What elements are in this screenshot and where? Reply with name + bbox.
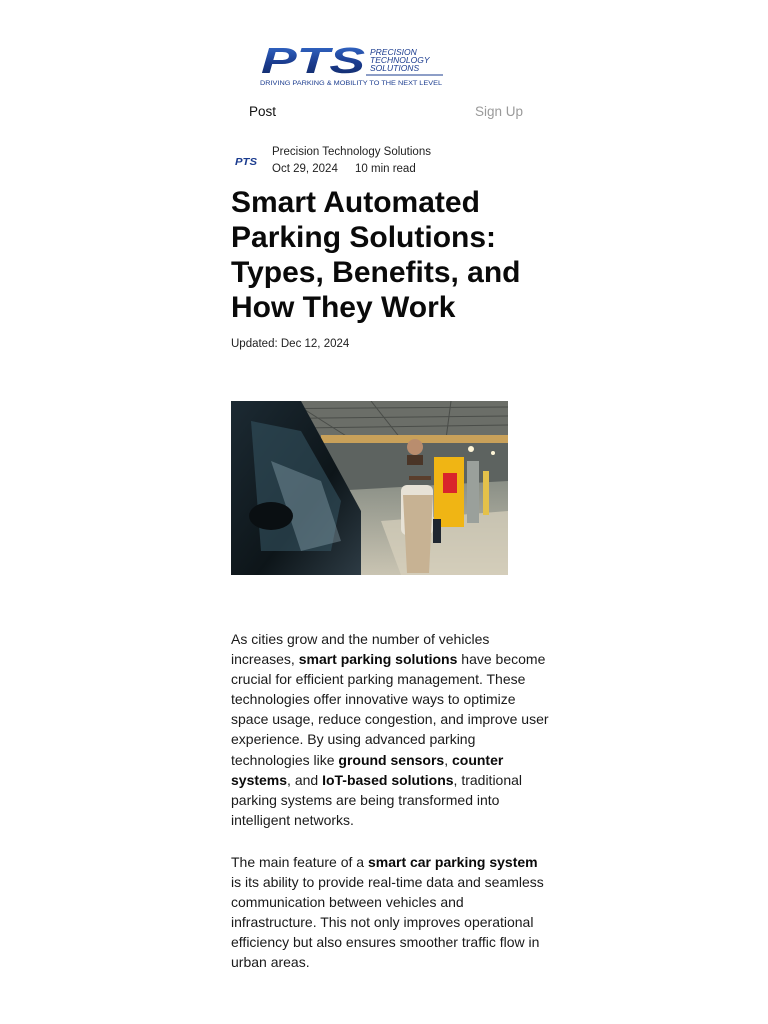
avatar-logo-text: PTS [235,157,258,168]
nav-post-link[interactable]: Post [249,104,277,119]
logo-tagline: DRIVING PARKING & MOBILITY TO THE NEXT LEVEL [260,80,443,87]
text-run: , traditional parking systems are being transformed into intelligent networks. [231,771,523,828]
text-run: As cities grow and the number of vehicles increases, [231,631,490,668]
logo-mark: PTS [261,40,365,81]
logo-line-3: SOLUTIONS [370,63,420,73]
post-title: Smart Automated Parking Solutions: Types, Benefits, and How They Work [231,186,521,324]
keyword-iot-based-solutions: IoT-based solutions [322,771,454,788]
author-name[interactable]: Precision Technology Solutions [272,146,431,158]
keyword-smart-parking-solutions: smart parking solutions [298,651,458,668]
article-paragraph-1 [231,629,549,830]
sign-up-link[interactable]: Sign Up [475,104,524,119]
text-run: is its ability to provide real-time data and seamless communication between vehicles and infrastructure. This not only improves operational efficiency but also ensures smoother traffic flow in urban areas. [231,874,544,971]
logo-line-2: TECHNOLOGY [370,55,430,65]
hero-image [231,401,508,575]
text-run: , [444,751,452,768]
text-run: , and [287,771,323,788]
keyword-counter-systems: counter systems [231,751,504,788]
text-run: have become crucial for efficient parking management. These technologies offer innovative ways to optimize space usage, reduce congestion, and improve user experience. By using advanced parking technologies like [231,651,549,768]
read-time: 10 min read [355,163,416,175]
post-date: Oct 29, 2024 [272,163,338,175]
text-run: The main feature of a [231,854,368,870]
article-paragraph-2 [231,852,549,973]
updated-date: Updated: Dec 12, 2024 [231,338,350,350]
keyword-ground-sensors: ground sensors [338,751,445,768]
site-logo[interactable] [258,40,448,88]
logo-line-1: PRECISION [370,47,417,57]
author-avatar[interactable] [233,153,261,169]
keyword-smart-car-parking-system: smart car parking system [367,854,538,870]
